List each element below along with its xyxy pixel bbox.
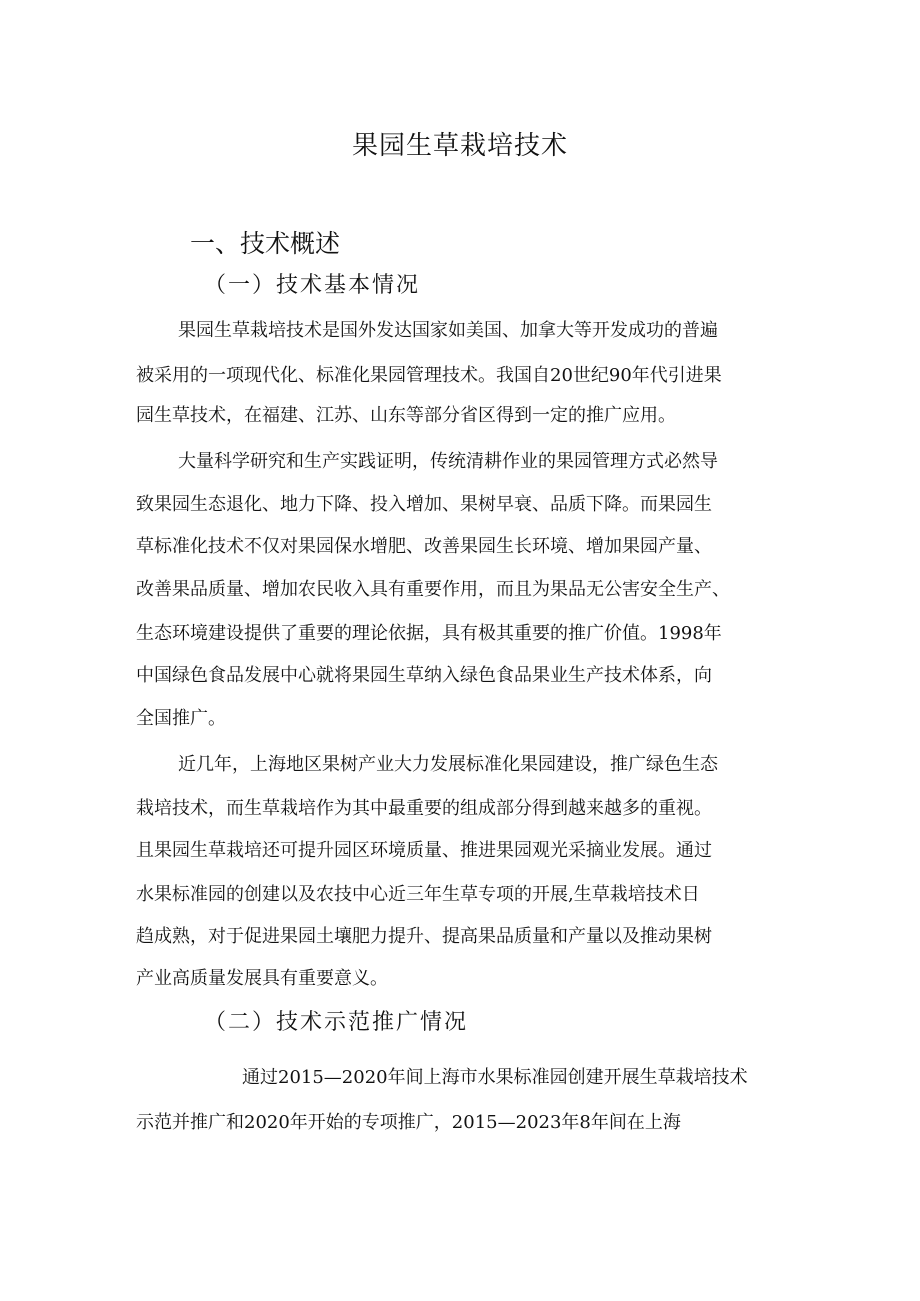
paragraph-line: 近几年，上海地区果树产业大力发展标准化果园建设，推广绿色生态 bbox=[178, 754, 718, 775]
paragraph-line: 趋成熟，对于促进果园土壤肥力提升、提高果品质量和产量以及推动果树 bbox=[136, 926, 712, 947]
paragraph-line: 果园生草栽培技术是国外发达国家如美国、加拿大等开发成功的普遍 bbox=[178, 320, 718, 341]
paragraph-line: 园生草技术，在福建、江苏、山东等部分省区得到一定的推广应用。 bbox=[136, 405, 676, 426]
paragraph-line: 改善果品质量、增加农民收入具有重要作用，而且为果品无公害安全生产、 bbox=[136, 579, 730, 600]
paragraph-line: 草标准化技术不仅对果园保水增肥、改善果园生长环境、增加果园产量、 bbox=[136, 536, 712, 557]
subsection-heading-basic-situation: （一）技术基本情况 bbox=[204, 273, 421, 298]
document-title: 果园生草栽培技术 bbox=[351, 131, 568, 161]
paragraph-line: 致果园生态退化、地力下降、投入增加、果树早衰、品质下降。而果园生 bbox=[136, 494, 712, 515]
paragraph-line: 示范并推广和2020年开始的专项推广，2015—2023年8年间在上海 bbox=[136, 1112, 681, 1133]
paragraph-line: 水果标准园的创建以及农技中心近三年生草专项的开展,生草栽培技术日 bbox=[136, 884, 700, 905]
paragraph-line: 产业高质量发展具有重要意义。 bbox=[136, 968, 388, 989]
paragraph-line: 被采用的一项现代化、标准化果园管理技术。我国自20世纪90年代引进果 bbox=[136, 365, 722, 386]
paragraph-line: 中国绿色食品发展中心就将果园生草纳入绿色食品果业生产技术体系，向 bbox=[136, 665, 712, 686]
section-heading-overview: 一、技术概述 bbox=[190, 229, 341, 258]
paragraph-line: 且果园生草栽培还可提升园区环境质量、推进果园观光采摘业发展。通过 bbox=[136, 840, 712, 861]
paragraph-line: 生态环境建设提供了重要的理论依据，具有极其重要的推广价值。1998年 bbox=[136, 623, 722, 644]
paragraph-line: 通过2015—2020年间上海市水果标准园创建开展生草栽培技术 bbox=[242, 1067, 748, 1088]
paragraph-line: 栽培技术，而生草栽培作为其中最重要的组成部分得到越来越多的重视。 bbox=[136, 798, 712, 819]
subsection-heading-demonstration: （二）技术示范推广情况 bbox=[204, 1010, 469, 1035]
paragraph-line: 全国推广。 bbox=[136, 708, 226, 729]
paragraph-line: 大量科学研究和生产实践证明，传统清耕作业的果园管理方式必然导 bbox=[178, 451, 718, 472]
